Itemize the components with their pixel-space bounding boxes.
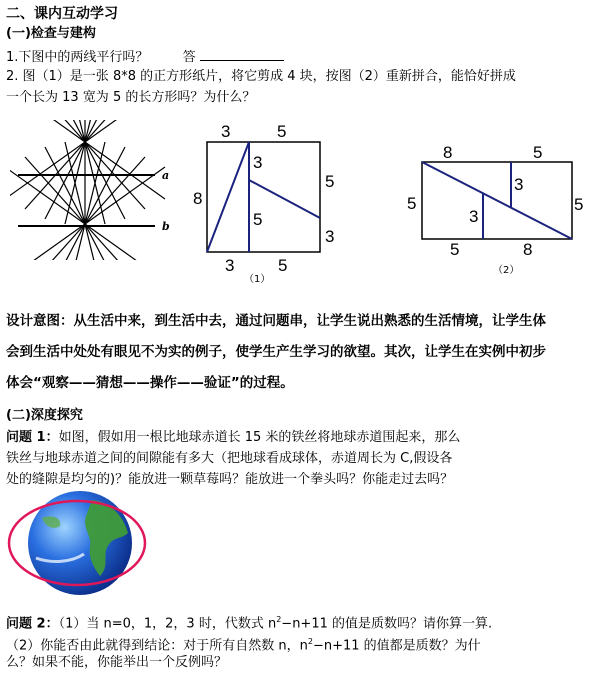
earth-illustration (2, 488, 152, 598)
answer-label: 答 (182, 50, 196, 65)
design-line-3: 体会“观察——猜想——操作——验证”的过程。 (6, 375, 294, 391)
fig2-label-bottom-left: 5 (450, 240, 460, 259)
problem-2-line1 (6, 612, 492, 632)
problem-2-text-b: −n+11 的值是质数吗？请你算一算. (281, 616, 493, 632)
section-title: 二、课内互动学习 (6, 6, 118, 22)
fig2-caption: （2） (493, 265, 520, 276)
problem-2-text-a: （1）当 n=0，1，2，3 时，代数式 n (58, 616, 277, 632)
fig2-label-inner-left: 3 (469, 207, 479, 226)
question-1-text: 1.下图中的两线平行吗？ (6, 50, 149, 65)
problem-2-line2-b: −n+11 的值都是质数？为什 (312, 638, 481, 654)
parallel-lines-figure (10, 120, 180, 260)
answer-blank[interactable] (200, 48, 284, 61)
design-line-2: 会到生活中处处有眼见不为实的例子，使学生产生学习的欲望。其次，让学生在实例中初步 (6, 344, 546, 360)
problem-1-text: 如图，假如用一根比地球赤道长 15 米的铁丝将地球赤道围起来，那么 (58, 430, 461, 445)
design-line-1: 设计意图：从生活中来，到生活中去，通过问题串，让学生说出熟悉的生活情境，让学生体 (6, 313, 546, 329)
label-a: a (162, 169, 170, 182)
fig2-label-top-left: 8 (443, 143, 453, 162)
fig1-label-bottom-left: 3 (225, 256, 235, 275)
exponent: 2 (307, 637, 313, 646)
part1-heading: (一)检查与建构 (6, 26, 96, 41)
fig2-label-bottom-right: 8 (523, 240, 533, 259)
problem-2-line2 (6, 634, 481, 654)
fig2-label-left: 5 (407, 194, 417, 213)
fig1-label-inner-upper: 3 (253, 153, 263, 172)
question-2-line2: 一个长为 13 宽为 5 的长方形吗？为什么？ (6, 90, 256, 105)
fig2-label-inner-right: 3 (514, 175, 524, 194)
question-1 (6, 48, 284, 66)
fig2-label-right: 5 (574, 195, 584, 214)
problem-1-line2: 铁丝与地球赤道之间的间隙能有多大（把地球看成球体，赤道周长为 C,假设各 (6, 451, 453, 466)
fig1-label-bottom-right: 5 (278, 256, 288, 275)
figure-1-square (188, 118, 348, 288)
problem-1-label: 问题 1： (6, 430, 59, 445)
exponent: 2 (276, 615, 282, 624)
problem-2-line3: 么？如果不能，你能举出一个反例吗？ (6, 655, 228, 670)
fig1-label-top-right: 5 (277, 122, 287, 141)
fig1-label-inner-lower: 5 (253, 210, 263, 229)
problem-1-line1 (6, 430, 460, 446)
label-b: b (162, 220, 170, 233)
fig1-label-top-left: 3 (221, 122, 231, 141)
problem-2-label: 问题 2： (6, 616, 59, 632)
fig1-label-right-lower: 3 (325, 227, 335, 246)
fig1-caption: （1） (244, 274, 271, 285)
part2-heading: (二)深度探究 (6, 408, 83, 423)
question-2-line1: 2. 图（1）是一张 8*8 的正方形纸片，将它剪成 4 块，按图（2）重新拼合，能恰好拼成 (6, 69, 516, 84)
fig1-label-left: 8 (193, 189, 203, 208)
problem-1-line3: 处的缝隙是均匀的)？能放进一颗草莓吗？能放进一个拳头吗？你能走过去吗？ (6, 472, 454, 487)
problem-2-line2-a: （2）你能否由此就得到结论：对于所有自然数 n，n (6, 638, 308, 654)
figure-2-rectangle (405, 142, 595, 277)
fig1-label-right-upper: 5 (325, 172, 335, 191)
fig2-label-top-right: 5 (533, 143, 543, 162)
